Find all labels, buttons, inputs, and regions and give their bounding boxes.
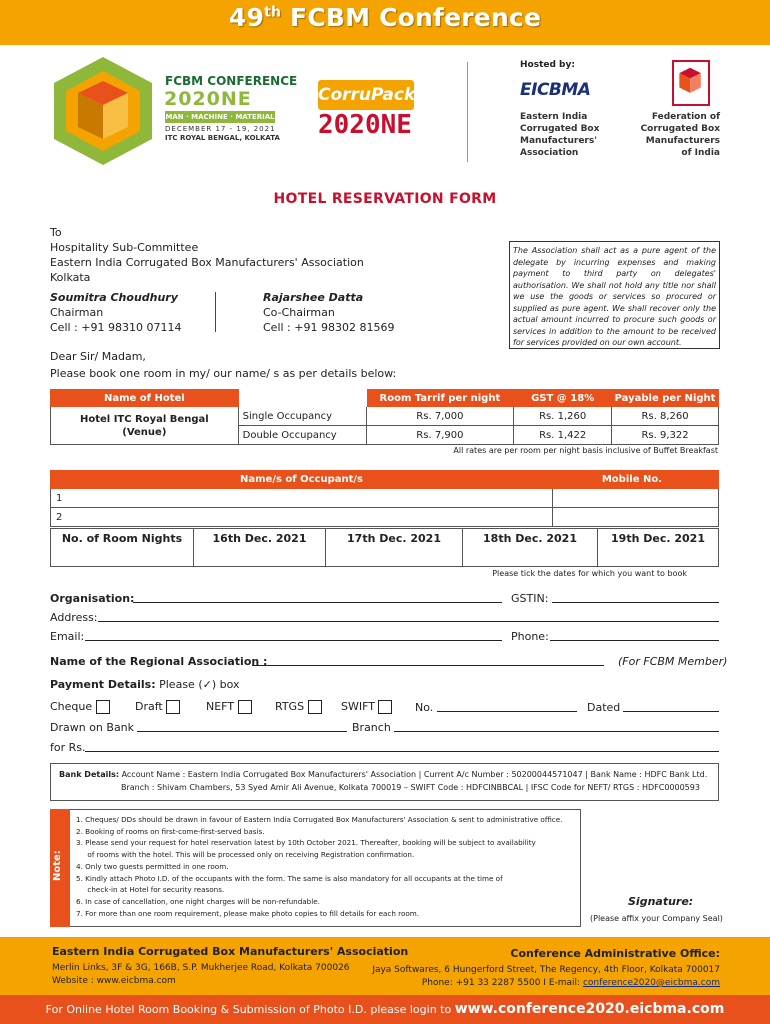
room-nights-table	[50, 528, 719, 567]
bank-details-box: Bank Details: Account Name : Eastern India Corrugated Box Manufacturers' Association | Current A/c Number : 50200044571047 | Bank Name : HDFC Bank Ltd. Branch : Shivam Chambers, 53 Syed Amir Ali Avenue, Kolkata 700019 – SWIFT Code : HDFCINBBCAL | IFSC Code for NEFT/ RTGS : HDFC0000593	[50, 763, 719, 801]
conference-logo-tagline: MAN · MACHINE · MATERIAL	[165, 113, 275, 121]
co-chairman-contact: Rajarshee Datta Co-Chairman Cell : +91 98302 81569	[263, 291, 395, 334]
phone-label: Phone:	[511, 630, 549, 643]
notes-list	[76, 814, 576, 919]
header-divider	[467, 62, 468, 162]
occupancy-single: Single Occupancy	[238, 407, 366, 426]
fcbm-full-name: Federation of Corrugated Box Manufacturers of India	[640, 112, 720, 158]
rates-note: All rates are per room per night basis inclusive of Buffet Breakfast	[453, 446, 718, 455]
gstin-field[interactable]	[552, 591, 719, 603]
company-seal-note: (Please affix your Company Seal)	[590, 914, 723, 923]
note-item: 1. Cheques/ DDs should be drawn in favour of Eastern India Corrugated Box Manufacturers' Association & sent to administrative office.	[76, 815, 563, 824]
draft-checkbox[interactable]	[166, 700, 180, 714]
branch-label: Branch	[352, 721, 391, 734]
conference-logo-icon	[48, 53, 158, 169]
note-item: of rooms with the hotel. This will be processed only on receiving Registration confirmation.	[76, 850, 415, 860]
swift-checkbox[interactable]	[378, 700, 392, 714]
note-item: 3. Please send your request for hotel reservation latest by 10th October 2021. Thereafter, booking will be subject to availability	[76, 838, 536, 848]
rtgs-checkbox[interactable]	[308, 700, 322, 714]
occupant-name-2[interactable]: 2	[51, 508, 553, 527]
col-gst: GST @ 18%	[514, 390, 612, 407]
contact-divider	[215, 292, 216, 332]
admin-email-link[interactable]: conference2020@eicbma.com	[582, 978, 720, 988]
eicbma-logo: EICBMA	[520, 80, 591, 100]
payment-swift[interactable]: SWIFT	[341, 700, 392, 714]
dated-label: Dated	[587, 701, 621, 714]
col-occupant-names: Name/s of Occupant/s	[51, 471, 553, 489]
conference-title: 49th FCBM Conference	[228, 3, 542, 32]
corrupack-logo: CorruPack	[318, 80, 414, 110]
footer-association-address: Merlin Links, 3F & 3G, 166B, S.P. Mukherjee Road, Kolkata 700026 Website : www.eicbma.com	[52, 963, 350, 986]
payment-draft[interactable]: Draft	[135, 700, 180, 714]
regional-association-field[interactable]	[252, 654, 604, 666]
fcbm-logo-icon	[672, 60, 710, 106]
drawn-on-bank-field[interactable]	[137, 720, 347, 732]
gst-single: Rs. 1,260	[514, 407, 612, 426]
conference-logo-date: DECEMBER 17 - 19, 2021	[165, 125, 276, 133]
date-16-checkbox-cell[interactable]: 16th Dec. 2021	[194, 529, 326, 567]
tariff-double: Rs. 7,900	[366, 426, 514, 445]
note-item: 5. Kindly attach Photo I.D. of the occupants with the form. The same is also mandatory for all occupants at the time of	[76, 873, 503, 883]
date-17-checkbox-cell[interactable]: 17th Dec. 2021	[326, 529, 463, 567]
occupants-table	[50, 470, 719, 527]
neft-checkbox[interactable]	[238, 700, 252, 714]
for-rs-label: for Rs.	[50, 741, 86, 754]
payable-single: Rs. 8,260	[612, 407, 719, 426]
occupant-name-1[interactable]: 1	[51, 489, 553, 508]
col-hotel: Name of Hotel	[51, 390, 239, 407]
occupant-mobile-1[interactable]	[553, 489, 719, 508]
eicbma-full-name: Eastern India Corrugated Box Manufacturers' Association	[520, 112, 600, 158]
tariff-single: Rs. 7,000	[366, 407, 514, 426]
footer-admin-office-title: Conference Administrative Office:	[510, 947, 720, 960]
col-tariff: Room Tarrif per night	[366, 390, 514, 407]
col-mobile: Mobile No.	[553, 471, 719, 489]
conference-logo-name: FCBM CONFERENCE	[165, 74, 298, 88]
instrument-no-label: No.	[415, 701, 434, 714]
payment-neft[interactable]: NEFT	[206, 700, 252, 714]
conference-logo-venue: ITC ROYAL BENGAL, KOLKATA	[165, 134, 280, 142]
date-19-checkbox-cell[interactable]: 19th Dec. 2021	[598, 529, 719, 567]
payable-double: Rs. 9,322	[612, 426, 719, 445]
address-label: Address:	[50, 611, 98, 624]
occupant-mobile-2[interactable]	[553, 508, 719, 527]
cheque-checkbox[interactable]	[96, 700, 110, 714]
branch-field[interactable]	[394, 720, 719, 732]
note-item: 4. Only two guests permitted in one room.	[76, 861, 229, 871]
fcbm-member-note: (For FCBM Member)	[618, 655, 728, 668]
recipient-address: To Hospitality Sub-Committee Eastern India Corrugated Box Manufacturers' Association Kolkata	[50, 226, 364, 284]
pure-agent-note: The Association shall act as a pure agent of the delegate by incurring expenses and making payment to third party on delegates' authorisation. We shall not hold any title nor shall we use the goods or services so procured or supplied as pure agent. We shall recover only the actual amount incurred to procure such goods or services in addition to the amount to be received for services provided on our own account.	[509, 241, 720, 349]
note-item: 6. In case of cancellation, one night charges will be non-refundable.	[76, 896, 320, 906]
chairman-contact: Soumitra Choudhury Chairman Cell : +91 98310 07114	[50, 291, 182, 334]
payment-rtgs[interactable]: RTGS	[275, 700, 322, 714]
corrupack-year: 2020NE	[318, 110, 412, 140]
for-rs-field[interactable]	[85, 740, 719, 752]
hotel-name-cell: Hotel ITC Royal Bengal (Venue)	[51, 407, 239, 445]
conference-website-link[interactable]: www.conference2020.eicbma.com	[454, 1001, 725, 1017]
room-nights-label: No. of Room Nights	[51, 529, 194, 567]
organisation-field[interactable]	[133, 591, 502, 603]
payment-details-heading: Payment Details: Please (✓) box	[50, 678, 240, 691]
dated-field[interactable]	[623, 700, 719, 712]
form-title: HOTEL RESERVATION FORM	[273, 191, 497, 207]
instrument-no-field[interactable]	[437, 700, 577, 712]
organisation-label: Organisation:	[50, 592, 135, 605]
drawn-on-bank-label: Drawn on Bank	[50, 721, 135, 734]
address-field[interactable]	[98, 610, 719, 622]
conference-logo-year: 2020NE	[164, 88, 252, 110]
occupancy-double: Double Occupancy	[238, 426, 366, 445]
signature-label: Signature:	[628, 895, 694, 908]
gst-double: Rs. 1,422	[514, 426, 612, 445]
phone-field[interactable]	[550, 629, 719, 641]
col-payable: Payable per Night	[612, 390, 719, 407]
note-tab: Note:	[50, 809, 70, 927]
online-booking-text: For Online Hotel Room Booking & Submission of Photo I.D. please login to www.conference2020.eicbma.com	[45, 1001, 725, 1017]
tick-dates-note: Please tick the dates for which you want to book	[492, 569, 687, 578]
note-item: 2. Booking of rooms on first-come-first-served basis.	[76, 826, 265, 836]
date-18-checkbox-cell[interactable]: 18th Dec. 2021	[463, 529, 598, 567]
hosted-by-label: Hosted by:	[520, 60, 575, 70]
note-item: check-in at Hotel for security reasons.	[76, 885, 225, 895]
regional-association-label: Name of the Regional Association :	[50, 655, 268, 668]
footer-association-name: Eastern India Corrugated Box Manufacturers' Association	[52, 945, 409, 958]
email-field[interactable]	[85, 629, 502, 641]
room-rates-table	[50, 389, 719, 445]
email-label: Email:	[50, 630, 85, 643]
gstin-label: GSTIN:	[511, 592, 549, 605]
salutation: Dear Sir/ Madam, Please book one room in my/ our name/ s as per details below:	[50, 350, 397, 380]
note-item: 7. For more than one room requirement, please make photo copies to fill details for each room.	[76, 908, 420, 918]
payment-cheque[interactable]: Cheque	[50, 700, 110, 714]
footer-admin-office-address: Jaya Softwares, 6 Hungerford Street, The Regency, 4th Floor, Kolkata 700017 Phone: +91 33 2287 5500 I E-mail: conference2020@eicbma.com	[372, 965, 720, 988]
